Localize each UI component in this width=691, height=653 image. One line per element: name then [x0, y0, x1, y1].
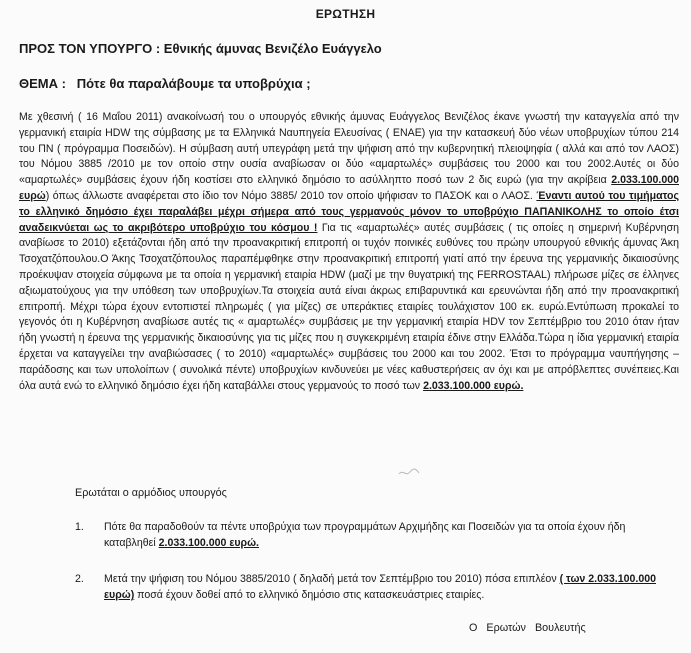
question-item-1 — [75, 519, 665, 551]
question-2-body-start: Μετά την ψήφιση του Νόμου 3885/2010 ( δηλαδή μετά τον Σεπτέμβριο του 2010) πόσα επιπλέον — [104, 573, 560, 585]
question-1-body: Πότε θα παραδοθούν τα πέντε υποβρύχια των προγραμμάτων Αρχιμήδης και Ποσειδών για τα οποία έχουν ήδη καταβληθεί — [104, 521, 626, 549]
addressee-name: Εθνικής άμυνας Βενιζέλο Ευάγγελο — [163, 41, 382, 56]
subject-line — [19, 76, 311, 91]
question-text — [104, 519, 665, 551]
question-1-amount: 2.033.100.000 ευρώ. — [158, 537, 259, 549]
addressee-line — [19, 41, 382, 56]
body-text-part-3: Για τις «αμαρτωλές» αυτές συμβάσεις ( τις οποίες η σημερινή Κυβέρνηση αναβίωσε το 2010) εξετάζονται ήδη από την προανακριτική επιτροπή οι τυχόν ποινικές ευθύνες του πρώην υπουργού εθνικής άμυνας Άκη Τσοχατζόπουλου.Ο Άκης Τσοχατζόπουλος παραπέμφθηκε στην προανακριτική επιτροπή γιατί από την έρευνα της γερμανικής δικαιοσύνης προέκυψαν στοιχεία σύμφωνα με τα οποία η γερμανική εταιρία HDW (μαζί με την θυγατρική της FERROSTAAL) πλήρωσε μίζες σε έλληνες αξιωματούχους για την υπόθεση των υποβρυχίων.Τα στοιχεία αυτά είναι άκρως επιβαρυντικά και ερευνώνται ήδη από την προανακριτική επιτροπή. Μέχρι τώρα έχουν εντοπιστεί πληρωμές ( για μίζες) σε υπεράκτιες εταιρίες τουλάχιστον 100 εκ. ευρώ.Εντύπωση προκαλεί το γεγονός ότι η Κυβέρνηση αναβίωσε αυτές τις « αμαρτωλές» συμβάσεις με την γερμανική εταιρία HDV τον Σεπτέμβριο του 2010 όταν ήταν ήδη γνωστή η έρευνα της γερμανικής δικαιοσύνης για τις μίζες που η συγκεκριμένη εταιρία έδινε στην Ελλάδα.Τώρα η ίδια γερμανική εταιρία έρχεται να καταγγείλει την αναβιώσασες ( το 2010) «αμαρτωλές» συμβάσεις του 2000 και του 2002. Έτσι το πρόγραμμα ναυπήγησης –παράδοσης και των υπολοίπων ( συνολικά πέντε) υποβρυχίων κινδυνεύει με νέες καθυστερήσεις αν όχι και με απρόβλεπτες συνέπειες.Και όλα αυτά ενώ το ελληνικό δημόσιο έχει ήδη καταβάλλει στους γερμανούς το ποσό των — [19, 221, 680, 392]
pen-mark-icon — [398, 466, 420, 478]
amount-highlight-2: 2.033.100.000 ευρώ. — [423, 379, 524, 392]
key-statement-highlight: Έναντι αυτού του τιμήματος το ελληνικό δημόσιο έχει παραλάβει μέχρι σήμερα από τους γερμανούς μόνον το υποβρύχιο ΠΑΠΑΝΙΚΟΛΗΣ το οποίο έτσι αναδεικνύεται ως το ακριβότερο υποβρύχιο του κόσμου ! — [19, 189, 679, 234]
subject-prefix: ΘΕΜΑ : — [19, 76, 70, 91]
addressee-prefix: ΠΡΟΣ ΤΟΝ ΥΠΟΥΡΓΟ : — [19, 41, 164, 56]
question-2-amount: ( των 2.033.100.000 ευρώ) — [104, 573, 657, 601]
body-text-part-1: Με χθεσινή ( 16 Μαΐου 2011) ανακοίνωσή του ο υπουργός εθνικής άμυνας Ευάγγελος Βενιζέλος έκανε γνωστή την καταγγελία από την γερμανική εταιρία HDW της σύμβασης με τα Ελληνικά Ναυπηγεία Ελευσίνας ( ΕΝΑΕ) για την κατασκευή δύο νέων υποβρυχίων τύπου 214 του ΠΝ ( πρόγραμμα Ποσειδών). Η σύμβαση αυτή υπεγράφη μετά την ψήφιση από την κυβερνητική πλειοψηφία ( αλλά και από τον ΛΑΟΣ) του Νόμου 3885 /2010 με τον οποίο στην ουσία αναβίωσαν οι δύο «αμαρτωλές» συμβάσεις του 2000 και του 2002.Αυτές οι δύο «αμαρτωλές» συμβάσεις έχουν ήδη κοστίσει στο ελληνικό δημόσιο το ασύλληπτο ποσό των 2 δις ευρώ (για την ακρίβεια — [19, 111, 679, 187]
question-2-body-end: ποσά έχουν δοθεί από το ελληνικό δημόσιο στις κατασκευάστριες εταιρίες. — [134, 589, 485, 601]
signature-line: Ο Ερωτών Βουλευτής — [469, 622, 586, 634]
subject-text: Πότε θα παραλάβουμε τα υποβρύχια ; — [76, 76, 311, 91]
document-title: ΕΡΩΤΗΣΗ — [315, 7, 376, 21]
question-number: 1. — [75, 521, 84, 533]
body-text-part-2: ) όπως άλλωστε αναφέρεται στο ίδιο τον Νόμο 3885/ 2010 τον οποίο ψήφισαν το ΠΑΣΟΚ και ο ΛΑΟΣ. — [45, 189, 537, 202]
question-text — [104, 571, 675, 603]
amount-highlight-1: 2.033.100.000 ευρώ — [19, 174, 679, 202]
question-intro: Ερωτάται ο αρμόδιος υπουργός — [75, 487, 227, 499]
body-paragraph — [19, 110, 679, 394]
question-number: 2. — [75, 573, 84, 585]
question-item-2 — [75, 571, 675, 603]
